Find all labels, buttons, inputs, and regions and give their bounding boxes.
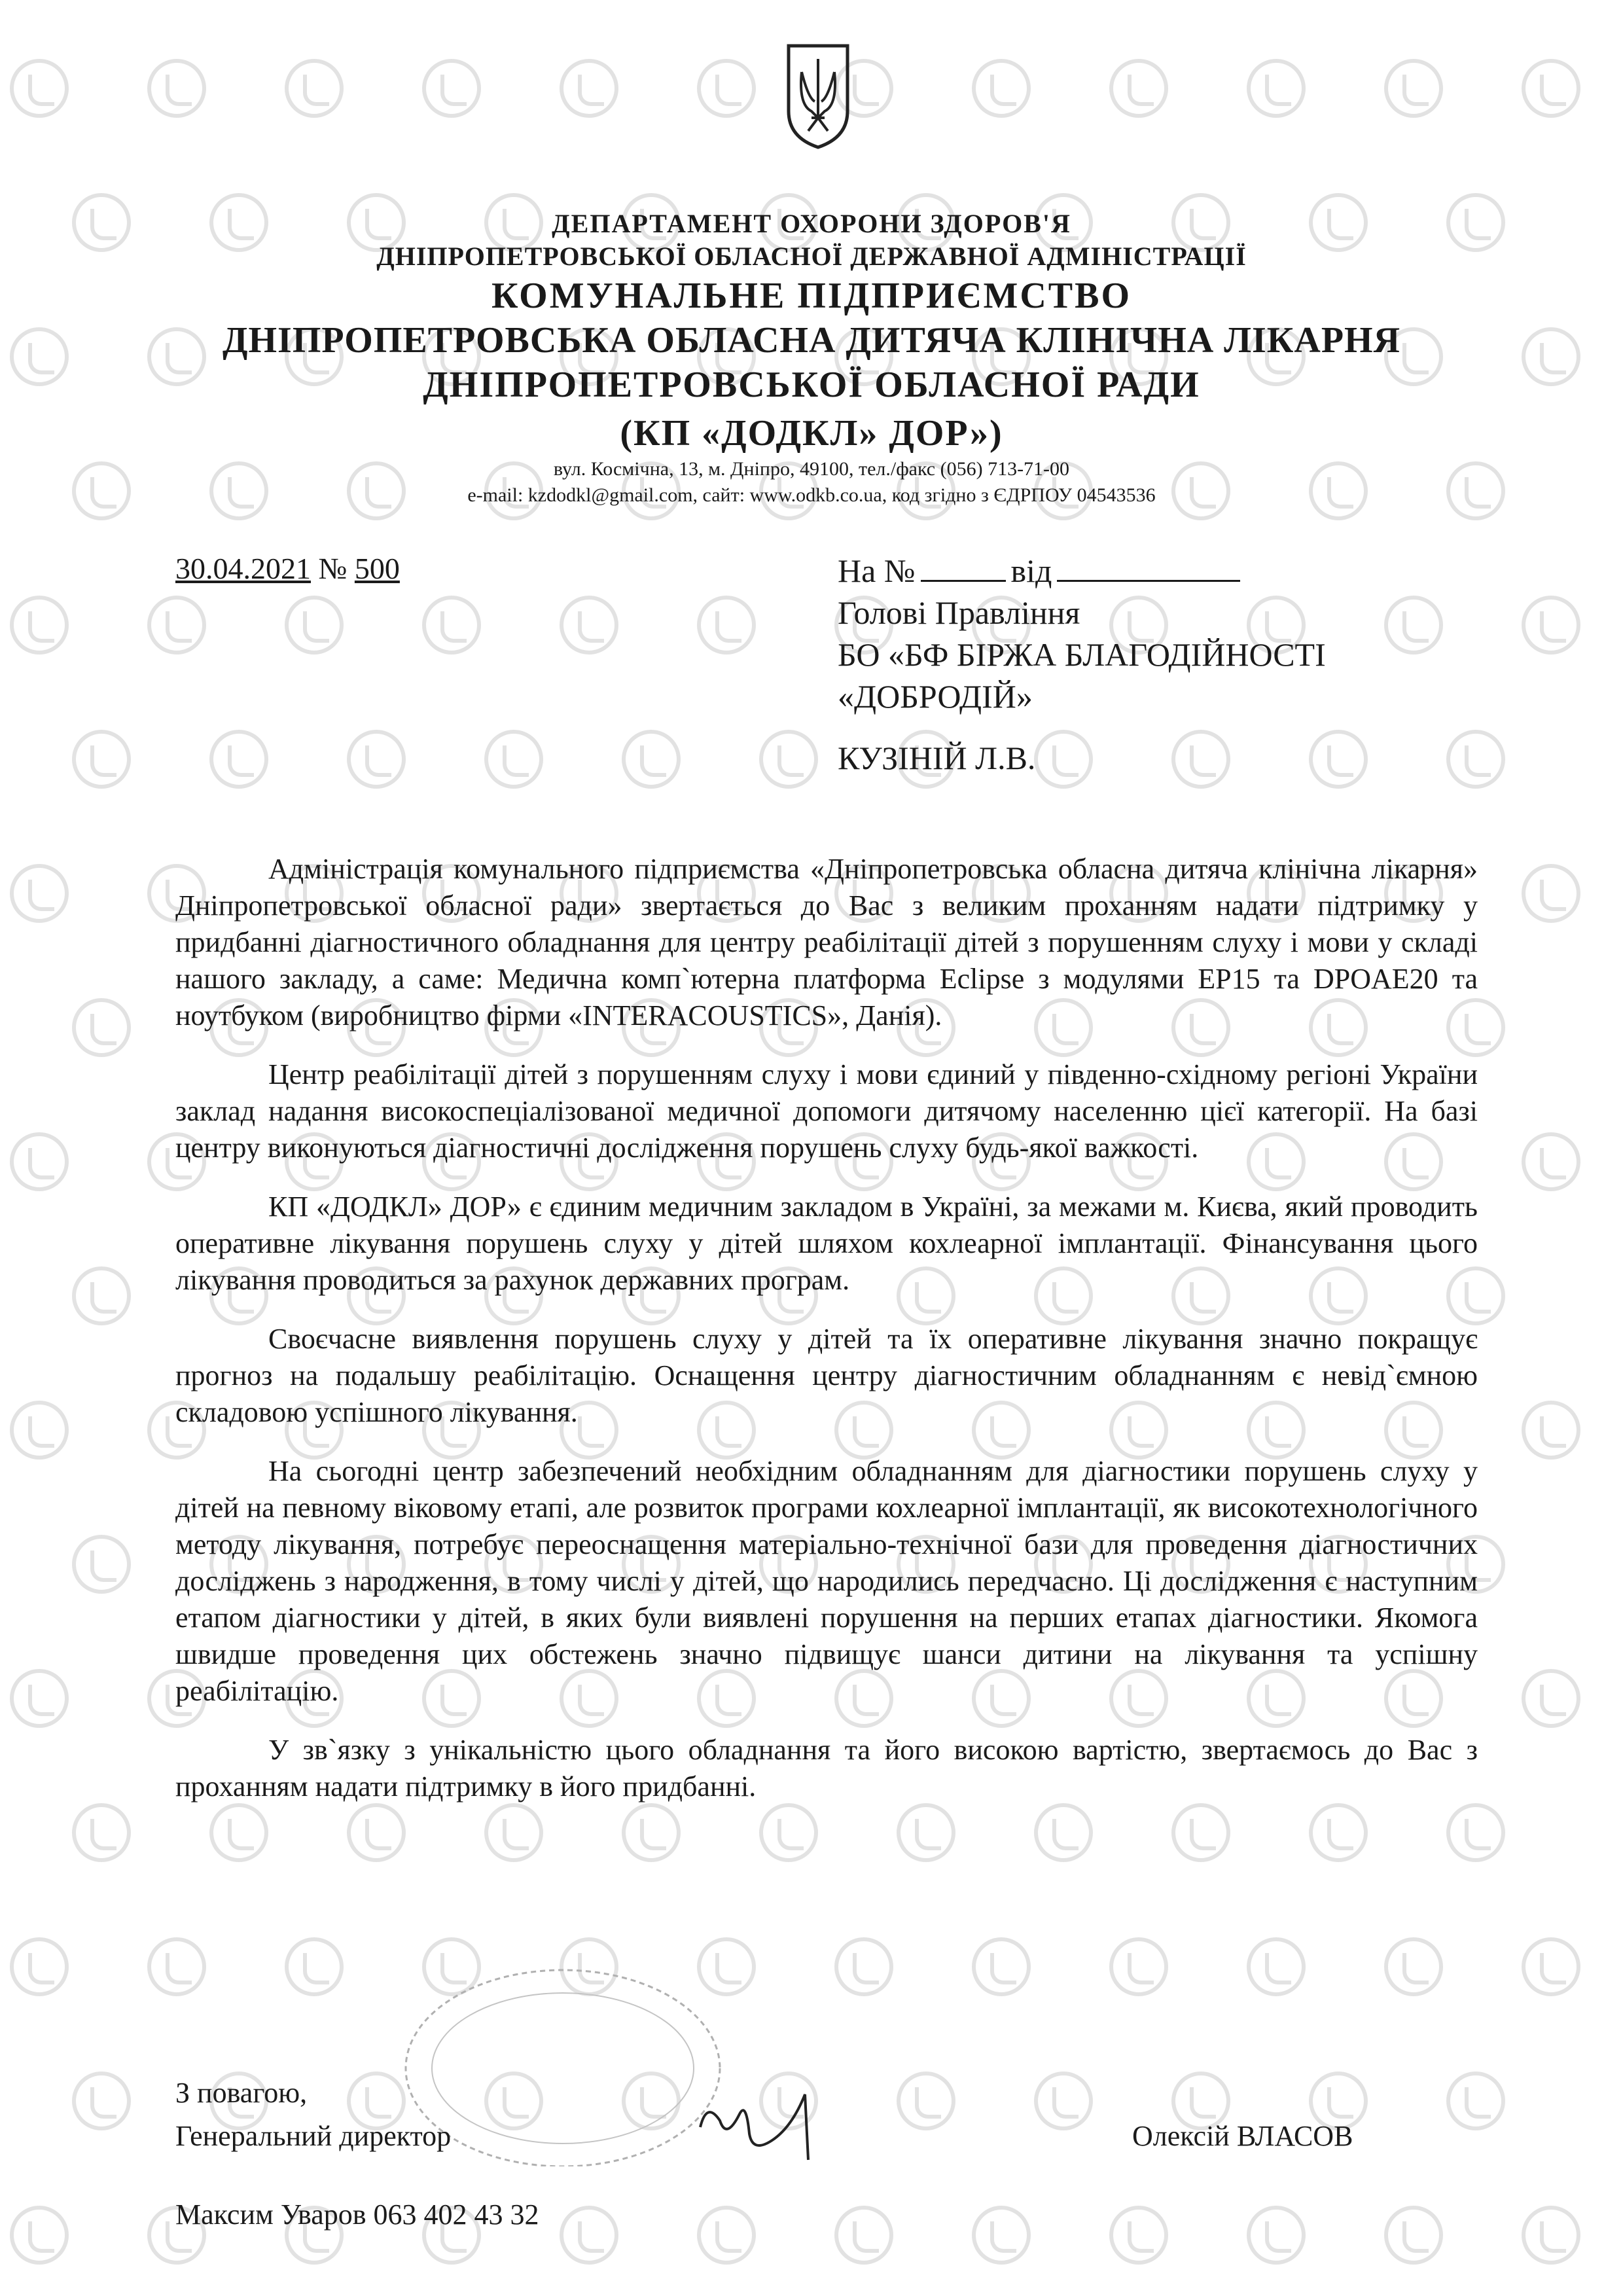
watermark-logo [1440, 2058, 1531, 2150]
body-paragraph: КП «ДОДКЛ» ДОР» є єдиним медичним закладом в Україні, за межами м. Києва, який проводить оперативне лікування порушень слуху у дітей шляхом кохлеарної імплантації. Фінансування цього лікування проводиться за рахунок державних програм. [175, 1191, 1478, 1296]
dobrodiy-logo-icon [1109, 1937, 1168, 1996]
addressee-block [838, 550, 1326, 779]
dobrodiy-logo-icon [422, 59, 481, 118]
watermark-logo [1378, 46, 1469, 137]
dobrodiy-logo-icon [1522, 2206, 1580, 2265]
watermark-logo [3, 46, 95, 137]
watermark-logo [690, 583, 782, 674]
dobrodiy-logo-icon [697, 59, 756, 118]
letter-date: 30.04.2021 [175, 552, 311, 585]
dobrodiy-logo-icon [209, 730, 268, 789]
watermark-logo [3, 1656, 95, 1748]
dobrodiy-logo-icon [422, 596, 481, 655]
watermark-logo [141, 46, 232, 137]
dobrodiy-logo-icon [10, 1669, 69, 1728]
department-line: ДЕПАРТАМЕНТ ОХОРОНИ ЗДОРОВ'Я [552, 209, 1071, 238]
dobrodiy-logo-icon [897, 2072, 955, 2130]
watermark-logo [278, 46, 370, 137]
letter-body [175, 851, 1478, 1827]
letter-reference [175, 551, 400, 586]
dobrodiy-logo-icon [10, 596, 69, 655]
reply-date-blank [1057, 580, 1240, 582]
watermark-logo [65, 2058, 157, 2150]
dobrodiy-logo-icon [72, 1803, 131, 1862]
watermark-logo [553, 46, 645, 137]
watermark-logo [65, 717, 157, 808]
watermark-logo [3, 2193, 95, 2284]
watermark-logo [3, 583, 95, 674]
watermark-logo [1515, 1924, 1607, 2016]
coat-of-arms-icon [782, 39, 854, 151]
dobrodiy-logo-icon [1522, 864, 1580, 923]
dobrodiy-logo-icon [622, 730, 681, 789]
dobrodiy-logo-icon [1384, 1937, 1443, 1996]
dobrodiy-logo-icon [972, 1937, 1031, 1996]
addressee-line2: БО «БФ БІРЖА БЛАГОДІЙНОСТІ [838, 636, 1326, 673]
dobrodiy-logo-icon [1384, 596, 1443, 655]
watermark-logo [1515, 1388, 1607, 1479]
dobrodiy-logo-icon [1522, 1937, 1580, 1996]
organization-address: вул. Космічна, 13, м. Дніпро, 49100, тел./факс (056) 713-71-00 [553, 458, 1070, 480]
watermark-logo [416, 583, 507, 674]
dobrodiy-logo-icon [10, 1132, 69, 1191]
dobrodiy-logo-icon [285, 596, 344, 655]
watermark-logo [890, 2058, 982, 2150]
addressee-name: КУЗІНІЙ Л.В. [838, 740, 1036, 776]
watermark-logo [828, 2193, 919, 2284]
watermark-logo [1103, 2193, 1194, 2284]
watermark-logo [1103, 1924, 1194, 2016]
dobrodiy-logo-icon [72, 998, 131, 1057]
dobrodiy-logo-icon [1522, 1132, 1580, 1191]
watermark-logo [65, 1253, 157, 1345]
watermark-logo [553, 2193, 645, 2284]
watermark-logo [965, 2193, 1057, 2284]
watermark-logo [1515, 583, 1607, 674]
watermark-logo [1515, 1119, 1607, 1211]
watermark-logo [1378, 1924, 1469, 2016]
watermark-logo [340, 717, 432, 808]
dobrodiy-logo-icon [1247, 1937, 1306, 1996]
director-name: Олексій ВЛАСОВ [1132, 2120, 1353, 2152]
watermark-logo [1103, 46, 1194, 137]
dobrodiy-logo-icon [347, 730, 406, 789]
dobrodiy-logo-icon [1522, 596, 1580, 655]
watermark-logo [1240, 1924, 1332, 2016]
dobrodiy-logo-icon [1247, 59, 1306, 118]
watermark-logo [1515, 1656, 1607, 1748]
dobrodiy-logo-icon [72, 730, 131, 789]
watermark-logo [1440, 717, 1531, 808]
dobrodiy-logo-icon [72, 2072, 131, 2130]
dobrodiy-logo-icon [1522, 59, 1580, 118]
dobrodiy-logo-icon [72, 1266, 131, 1325]
watermark-logo [1027, 2058, 1119, 2150]
dobrodiy-logo-icon [1247, 2206, 1306, 2265]
watermark-logo [3, 1924, 95, 2016]
organization-title-line2: ДНІПРОПЕТРОВСЬКА ОБЛАСНА ДИТЯЧА КЛІНІЧНА ЛІКАРНЯ [222, 320, 1401, 361]
dobrodiy-logo-icon [1522, 1669, 1580, 1728]
body-paragraph: Своєчасне виявлення порушень слуху у дітей та їх оперативне лікування значно покращує прогноз на подальшу реабілітацію. Оснащення центру діагностичним обладнанням є невід`ємною складовою успішного лікування. [175, 1323, 1478, 1428]
watermark-logo [141, 583, 232, 674]
dobrodiy-logo-icon [147, 1937, 206, 1996]
watermark-logo [478, 717, 569, 808]
watermark-logo [3, 1119, 95, 1211]
watermark-logo [3, 1388, 95, 1479]
watermark-logo [141, 1924, 232, 2016]
dobrodiy-logo-icon [147, 596, 206, 655]
dobrodiy-logo-icon [1109, 2206, 1168, 2265]
closing-regards: З повагою, [175, 2077, 308, 2109]
watermark-logo [753, 717, 844, 808]
dobrodiy-logo-icon [484, 730, 543, 789]
watermark-logo [416, 46, 507, 137]
dobrodiy-logo-icon [697, 2206, 756, 2265]
dobrodiy-logo-icon [560, 2206, 618, 2265]
reply-number-label: На № [838, 552, 916, 589]
dobrodiy-logo-icon [147, 59, 206, 118]
dobrodiy-logo-icon [10, 864, 69, 923]
dobrodiy-logo-icon [1384, 59, 1443, 118]
administration-line: ДНІПРОПЕТРОВСЬКОЇ ОБЛАСНОЇ ДЕРЖАВНОЇ АДМІНІСТРАЦІЇ [376, 242, 1247, 271]
watermark-logo [965, 1924, 1057, 2016]
watermark-logo [1515, 851, 1607, 942]
watermark-logo [65, 1522, 157, 1613]
dobrodiy-logo-icon [834, 2206, 893, 2265]
dobrodiy-logo-icon [1446, 2072, 1505, 2130]
body-paragraph: Центр реабілітації дітей з порушенням слуху і мови єдиний у південно-східному регіоні України заклад надання високоспеціалізованої медичної допомоги дитячому населенню цієї категорії. На базі центру виконуються діагностичні дослідження порушень слуху будь-якої важкості. [175, 1058, 1478, 1164]
dobrodiy-logo-icon [72, 1535, 131, 1594]
body-paragraph: У зв`язку з унікальністю цього обладнання та його високою вартістю, звертаємось до Вас з проханням надати підтримку в його придбанні. [175, 1734, 1478, 1803]
reply-from-label: від [1010, 552, 1052, 589]
watermark-logo [65, 1790, 157, 1882]
organization-short-name: (КП «ДОДКЛ» ДОР») [620, 413, 1003, 454]
addressee-line3: «ДОБРОДІЙ» [838, 678, 1033, 715]
dobrodiy-logo-icon [972, 59, 1031, 118]
watermark-logo [1378, 583, 1469, 674]
watermark-logo [65, 985, 157, 1077]
watermark-logo [828, 1924, 919, 2016]
dobrodiy-logo-icon [285, 1937, 344, 1996]
dobrodiy-logo-icon [1522, 1401, 1580, 1460]
watermark-logo [1240, 2193, 1332, 2284]
dobrodiy-logo-icon [759, 730, 818, 789]
reply-number-blank [921, 580, 1006, 582]
dobrodiy-logo-icon [10, 1937, 69, 1996]
body-paragraph: На сьогодні центр забезпечений необхідним обладнанням для діагностики порушень слуху у дітей на певному віковому етапі, але розвиток програми кохлеарної імплантації, як високотехнологічного методу лікування, потребує переоснащення матеріально-технічної бази для проведення діагностичних досліджень з народження, в тому числі у дітей, що народились передчасно. Ці дослідження є наступним етапом діагностики у дітей, в яких були виявлені порушення на перших етапах діагностики. Якомога швидше проведення цих обстежень значно підвищує шанси дитини на лікування та успішну реабілітацію. [175, 1455, 1478, 1707]
dobrodiy-logo-icon [1384, 2206, 1443, 2265]
dobrodiy-logo-icon [560, 59, 618, 118]
body-paragraph: Адміністрація комунального підприємства «Дніпропетровська обласна дитяча клінічна лікарня» Дніпропетровської обласної ради» звертається до Вас з великим проханням надати підтримку у придбанні діагностичного обладнання для центру реабілітації дітей з порушенням слуху і мови у складі нашого закладу, а саме: Медична комп`ютерна платформа Eclipse з модулями EP15 та DPOAE20 та ноутбуком (виробництво фірми «INTERACOUSTICS», Данія). [175, 853, 1478, 1031]
dobrodiy-logo-icon [972, 2206, 1031, 2265]
dobrodiy-logo-icon [1446, 730, 1505, 789]
watermark-logo [278, 583, 370, 674]
watermark-logo [3, 851, 95, 942]
organization-contacts: e-mail: kzdodkl@gmail.com, сайт: www.odkb.co.ua, код згідно з ЄДРПОУ 04543536 [467, 484, 1156, 506]
watermark-logo [615, 717, 707, 808]
watermark-logo [1378, 2193, 1469, 2284]
dobrodiy-logo-icon [10, 2206, 69, 2265]
dobrodiy-logo-icon [285, 59, 344, 118]
signature-icon [694, 2088, 825, 2166]
organization-title-line3: ДНІПРОПЕТРОВСЬКОЇ ОБЛАСНОЇ РАДИ [423, 365, 1200, 405]
dobrodiy-logo-icon [10, 1401, 69, 1460]
watermark-logo [1515, 46, 1607, 137]
watermark-logo [965, 46, 1057, 137]
addressee-line1: Голові Правління [838, 594, 1080, 631]
watermark-logo [690, 46, 782, 137]
watermark-logo [553, 583, 645, 674]
dobrodiy-logo-icon [1034, 2072, 1093, 2130]
contact-person: Максим Уваров 063 402 43 32 [175, 2198, 539, 2231]
dobrodiy-logo-icon [697, 596, 756, 655]
watermark-logo [1515, 2193, 1607, 2284]
number-label: № [318, 552, 348, 585]
dobrodiy-logo-icon [834, 1937, 893, 1996]
organization-title-line1: КОМУНАЛЬНЕ ПІДПРИЄМСТВО [491, 276, 1132, 316]
reply-reference [838, 550, 1326, 592]
watermark-logo [690, 2193, 782, 2284]
dobrodiy-logo-icon [1109, 59, 1168, 118]
letter-number: 500 [354, 552, 400, 585]
watermark-logo [203, 717, 294, 808]
watermark-logo [1240, 46, 1332, 137]
dobrodiy-logo-icon [10, 59, 69, 118]
director-position: Генеральний директор [175, 2120, 452, 2152]
dobrodiy-logo-icon [560, 596, 618, 655]
watermark-logo [278, 1924, 370, 2016]
